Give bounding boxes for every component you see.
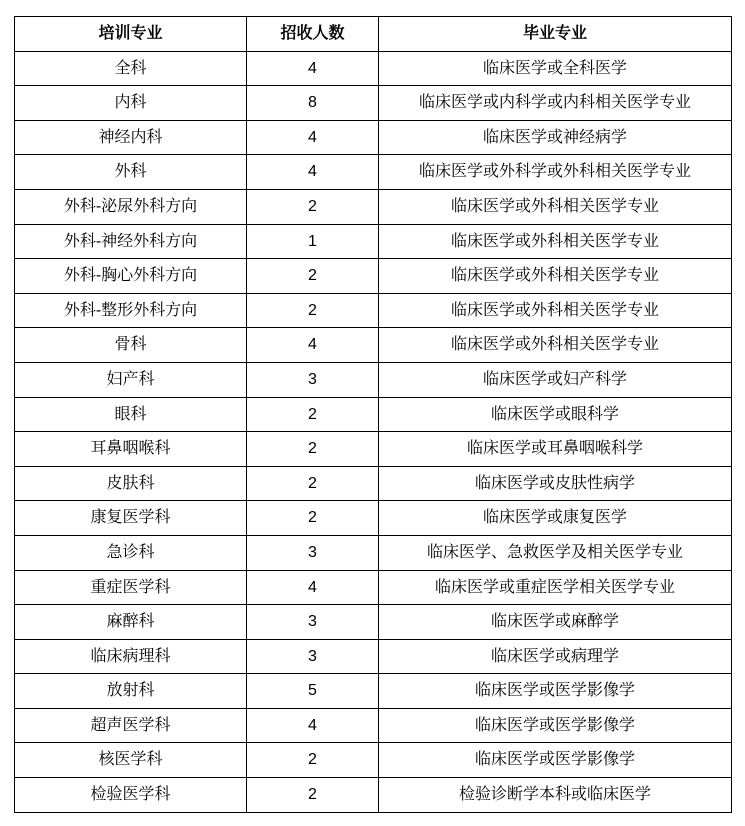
table-header-row (15, 17, 732, 52)
table-row (15, 639, 732, 674)
recruit-count-cell: 2 (247, 466, 379, 501)
training-specialty-cell: 外科 (15, 155, 247, 190)
graduation-major-cell: 临床医学或外科相关医学专业 (379, 328, 732, 363)
recruitment-table (14, 16, 732, 813)
table-row (15, 224, 732, 259)
graduation-major-cell: 临床医学或皮肤性病学 (379, 466, 732, 501)
training-specialty-cell: 妇产科 (15, 362, 247, 397)
recruit-count-cell: 4 (247, 328, 379, 363)
table-row (15, 362, 732, 397)
table-row (15, 259, 732, 294)
training-specialty-cell: 核医学科 (15, 743, 247, 778)
training-specialty-cell: 急诊科 (15, 535, 247, 570)
table-row (15, 432, 732, 467)
recruit-count-cell: 8 (247, 86, 379, 121)
training-specialty-cell: 眼科 (15, 397, 247, 432)
graduation-major-cell: 临床医学或外科相关医学专业 (379, 189, 732, 224)
recruitment-table-container (14, 16, 731, 813)
recruit-count-cell: 3 (247, 605, 379, 640)
recruit-count-cell: 3 (247, 362, 379, 397)
table-row (15, 778, 732, 813)
training-specialty-cell: 外科-整形外科方向 (15, 293, 247, 328)
table-row (15, 674, 732, 709)
graduation-major-cell: 检验诊断学本科或临床医学 (379, 778, 732, 813)
training-specialty-cell: 耳鼻咽喉科 (15, 432, 247, 467)
table-row (15, 743, 732, 778)
table-row (15, 293, 732, 328)
graduation-major-cell: 临床医学或病理学 (379, 639, 732, 674)
training-specialty-cell: 全科 (15, 51, 247, 86)
graduation-major-cell: 临床医学或外科相关医学专业 (379, 224, 732, 259)
training-specialty-cell: 骨科 (15, 328, 247, 363)
graduation-major-cell: 临床医学或耳鼻咽喉科学 (379, 432, 732, 467)
graduation-major-cell: 临床医学或重症医学相关医学专业 (379, 570, 732, 605)
training-specialty-cell: 检验医学科 (15, 778, 247, 813)
graduation-major-cell: 临床医学或医学影像学 (379, 708, 732, 743)
recruit-count-cell: 4 (247, 51, 379, 86)
recruit-count-cell: 2 (247, 397, 379, 432)
recruit-count-cell: 1 (247, 224, 379, 259)
training-specialty-cell: 外科-泌尿外科方向 (15, 189, 247, 224)
training-specialty-cell: 超声医学科 (15, 708, 247, 743)
training-specialty-cell: 麻醉科 (15, 605, 247, 640)
graduation-major-cell: 临床医学或医学影像学 (379, 674, 732, 709)
training-specialty-cell: 康复医学科 (15, 501, 247, 536)
recruit-count-cell: 2 (247, 743, 379, 778)
training-specialty-cell: 重症医学科 (15, 570, 247, 605)
training-specialty-cell: 放射科 (15, 674, 247, 709)
graduation-major-cell: 临床医学或外科相关医学专业 (379, 293, 732, 328)
recruit-count-cell: 4 (247, 570, 379, 605)
training-specialty-cell: 内科 (15, 86, 247, 121)
recruit-count-cell: 4 (247, 155, 379, 190)
table-row (15, 120, 732, 155)
graduation-major-cell: 临床医学、急救医学及相关医学专业 (379, 535, 732, 570)
graduation-major-cell: 临床医学或全科医学 (379, 51, 732, 86)
training-specialty-cell: 皮肤科 (15, 466, 247, 501)
training-specialty-cell: 外科-神经外科方向 (15, 224, 247, 259)
table-row (15, 397, 732, 432)
graduation-major-cell: 临床医学或眼科学 (379, 397, 732, 432)
table-row (15, 708, 732, 743)
graduation-major-cell: 临床医学或麻醉学 (379, 605, 732, 640)
table-row (15, 501, 732, 536)
graduation-major-cell: 临床医学或妇产科学 (379, 362, 732, 397)
table-row (15, 570, 732, 605)
graduation-major-cell: 临床医学或医学影像学 (379, 743, 732, 778)
table-row (15, 466, 732, 501)
training-specialty-cell: 临床病理科 (15, 639, 247, 674)
recruit-count-cell: 3 (247, 639, 379, 674)
graduation-major-cell: 临床医学或外科相关医学专业 (379, 259, 732, 294)
recruit-count-cell: 5 (247, 674, 379, 709)
table-row (15, 328, 732, 363)
graduation-major-cell: 临床医学或神经病学 (379, 120, 732, 155)
training-specialty-cell: 神经内科 (15, 120, 247, 155)
table-row (15, 189, 732, 224)
recruit-count-cell: 2 (247, 259, 379, 294)
training-specialty-cell: 外科-胸心外科方向 (15, 259, 247, 294)
table-row (15, 605, 732, 640)
table-row (15, 155, 732, 190)
recruit-count-cell: 4 (247, 120, 379, 155)
header-graduation-major: 毕业专业 (379, 17, 732, 52)
recruit-count-cell: 2 (247, 432, 379, 467)
table-row (15, 51, 732, 86)
table-row (15, 535, 732, 570)
recruit-count-cell: 2 (247, 501, 379, 536)
recruit-count-cell: 3 (247, 535, 379, 570)
recruit-count-cell: 2 (247, 293, 379, 328)
header-recruit-count: 招收人数 (247, 17, 379, 52)
recruit-count-cell: 2 (247, 189, 379, 224)
graduation-major-cell: 临床医学或外科学或外科相关医学专业 (379, 155, 732, 190)
graduation-major-cell: 临床医学或康复医学 (379, 501, 732, 536)
graduation-major-cell: 临床医学或内科学或内科相关医学专业 (379, 86, 732, 121)
header-training-specialty: 培训专业 (15, 17, 247, 52)
recruit-count-cell: 4 (247, 708, 379, 743)
recruit-count-cell: 2 (247, 778, 379, 813)
table-row (15, 86, 732, 121)
